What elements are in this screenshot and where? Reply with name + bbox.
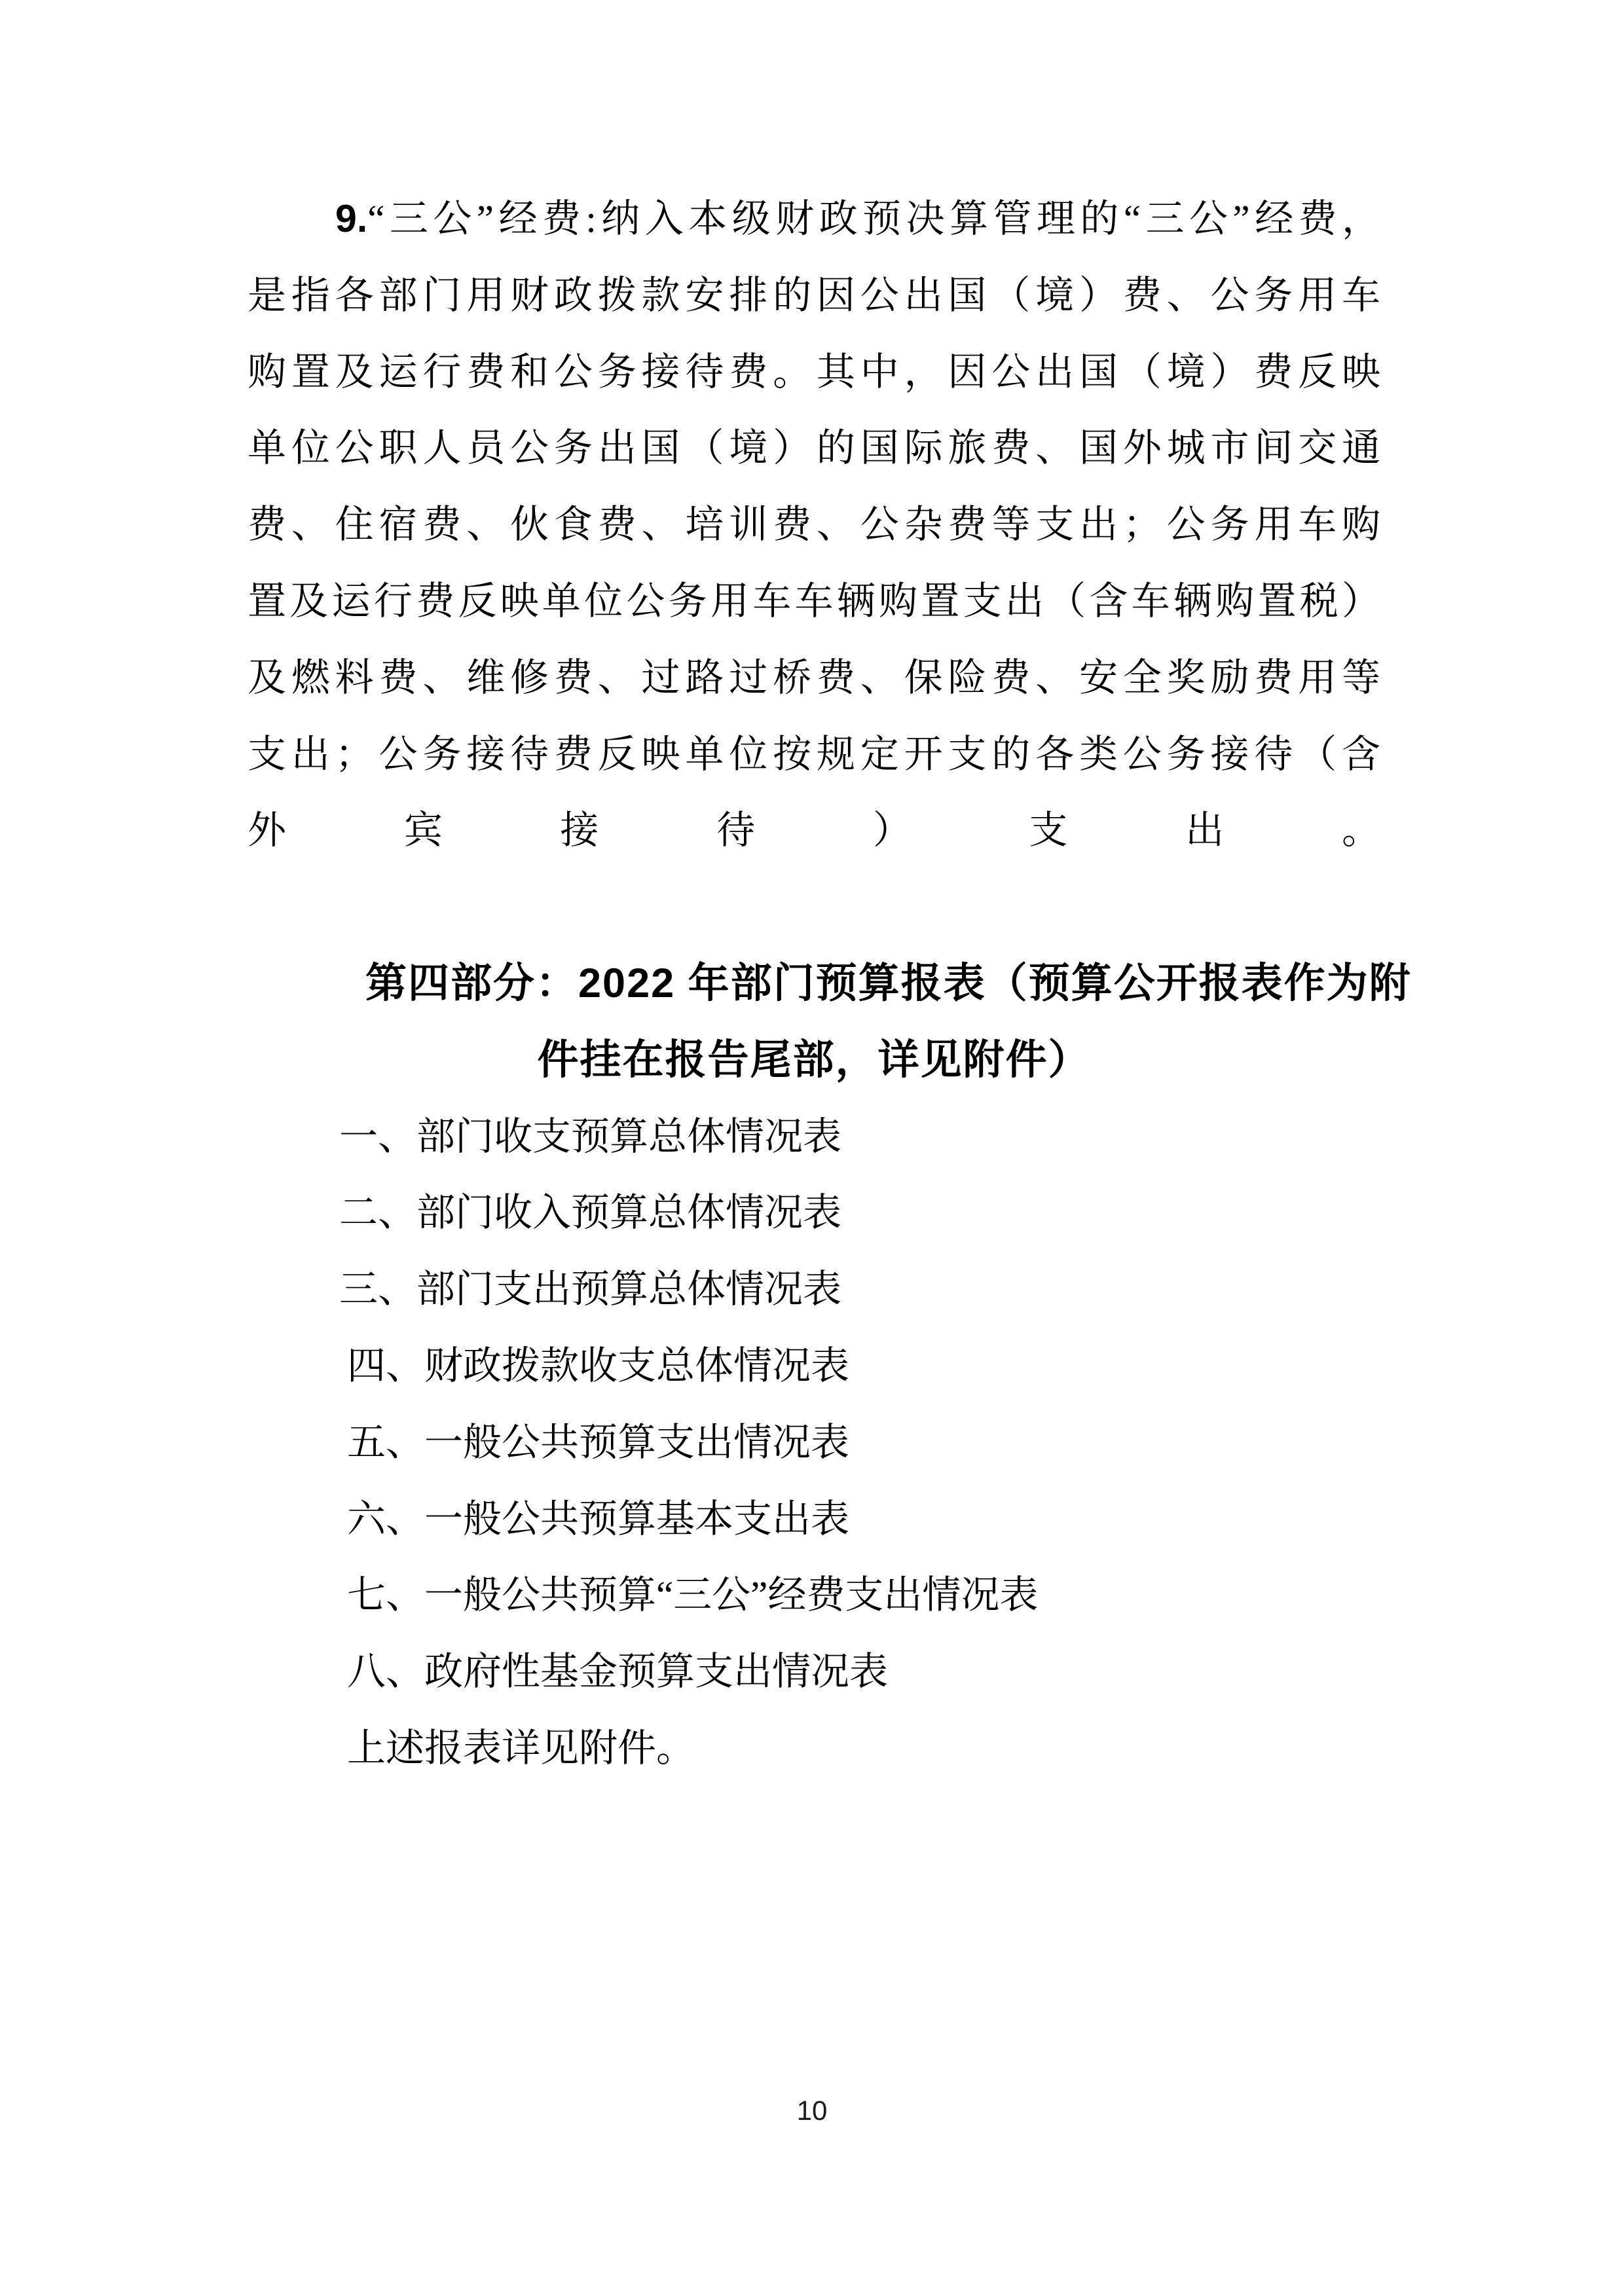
list-item: 三、部门支出预算总体情况表 bbox=[339, 1267, 842, 1311]
list-item: 五、一般公共预算支出情况表 bbox=[347, 1420, 850, 1464]
paragraph-text: “三公”经费:纳入本级财政预决算管理的“三公”经费， bbox=[367, 197, 1380, 240]
blank-line bbox=[248, 869, 1380, 945]
paragraph-line: 置及运行费反映单位公务用车车辆购置支出（含车辆购置税） bbox=[248, 579, 1380, 623]
item-number: 9. bbox=[335, 197, 368, 240]
list-item: 一、部门收支预算总体情况表 bbox=[339, 1114, 842, 1158]
page-number: 10 bbox=[796, 2095, 828, 2126]
list-item: 八、政府性基金预算支出情况表 bbox=[347, 1650, 889, 1694]
list-item: 六、一般公共预算基本支出表 bbox=[347, 1497, 850, 1540]
section-heading-line-1: 第四部分：2022 年部门预算报表（预算公开报表作为附 bbox=[365, 960, 1412, 1006]
list-item: 二、部门收入预算总体情况表 bbox=[339, 1191, 842, 1235]
paragraph-line: 支出；公务接待费反映单位按规定开支的各类公务接待（含 bbox=[248, 732, 1380, 776]
paragraph-line bbox=[248, 181, 1380, 257]
list-item: 七、一般公共预算“三公”经费支出情况表 bbox=[347, 1573, 1039, 1617]
paragraph-line: 及燃料费、维修费、过路过桥费、保险费、安全奖励费用等 bbox=[248, 655, 1380, 699]
paragraph-line: 费、住宿费、伙食费、培训费、公杂费等支出；公务用车购 bbox=[248, 503, 1380, 547]
text-column bbox=[248, 181, 1412, 1787]
paragraph-line: 购置及运行费和公务接待费。其中，因公出国（境）费反映 bbox=[248, 350, 1380, 393]
paragraph-line: 外宾接待）支出。 bbox=[248, 809, 1380, 852]
section-heading-line-2: 件挂在报告尾部，详见附件） bbox=[537, 1036, 1091, 1083]
paragraph-line: 单位公职人员公务出国（境）的国际旅费、国外城市间交通 bbox=[248, 426, 1380, 470]
paragraph-line: 是指各部门用财政拨款安排的因公出国（境）费、公务用车 bbox=[248, 273, 1380, 317]
list-item: 四、财政拨款收支总体情况表 bbox=[347, 1343, 850, 1387]
list-footer: 上述报表详见附件。 bbox=[347, 1726, 695, 1770]
